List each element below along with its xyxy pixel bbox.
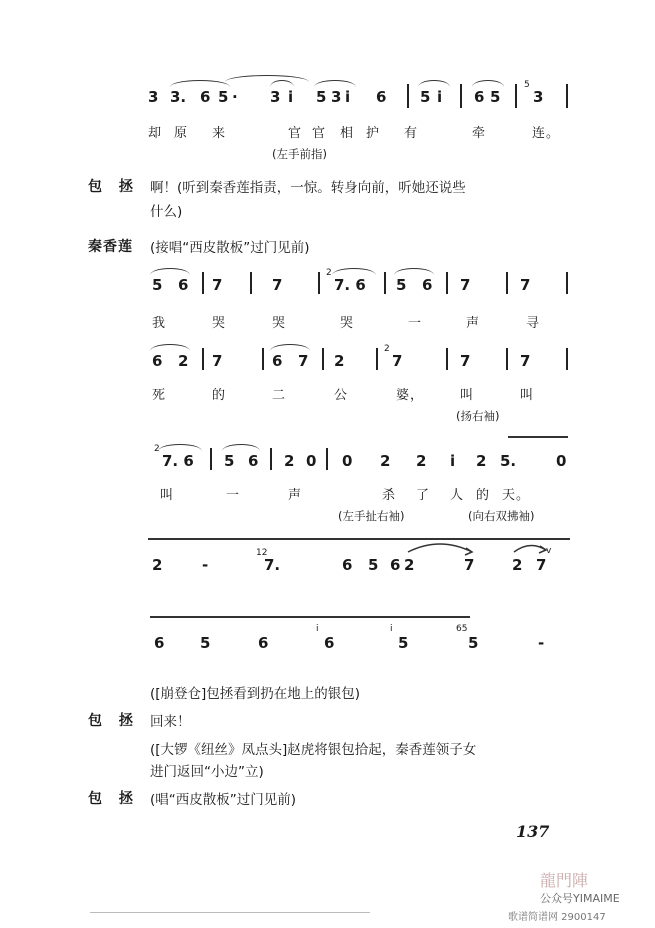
lyric: 的: [476, 488, 491, 503]
note: i: [288, 88, 294, 106]
dialogue-text: (唱“西皮散板”过门见前): [150, 792, 297, 808]
watermark-brand: 龍門陣: [540, 871, 589, 890]
dialogue-text: (接唱“西皮散板”过门见前): [150, 240, 310, 256]
note: 5: [200, 634, 211, 652]
lyric: 却: [148, 126, 163, 141]
note: 5: [218, 88, 229, 106]
lyric: 连。: [532, 126, 561, 141]
lyric: 原: [174, 126, 189, 141]
lyric: 来: [212, 126, 227, 141]
stage-direction: (左手前指): [272, 147, 327, 161]
note: i: [345, 88, 351, 106]
note: 7. 6: [162, 452, 194, 470]
stage-direction: ([大锣《纽丝》凤点头]赵虎将银包拾起，秦香莲领子女: [150, 742, 477, 758]
note: 7: [536, 556, 547, 574]
lyric: 哭: [340, 316, 355, 331]
note: 6: [200, 88, 211, 106]
note: 6: [248, 452, 259, 470]
note: 7.: [264, 556, 281, 574]
role-name: 包 拯: [88, 791, 139, 807]
note: 6: [178, 276, 189, 294]
note: 5: [368, 556, 379, 574]
note: 7: [464, 556, 475, 574]
role-name: 秦香莲: [88, 239, 133, 255]
note: 2: [284, 452, 295, 470]
note: 5: [420, 88, 431, 106]
grace-note: i: [390, 624, 393, 634]
stage-direction: ([崩登仓]包拯看到扔在地上的银包): [150, 686, 361, 702]
note: 6: [390, 556, 401, 574]
note: 5: [224, 452, 235, 470]
note: 2: [416, 452, 427, 470]
note: 6: [422, 276, 433, 294]
note: 3: [331, 88, 342, 106]
lyric: 天。: [502, 488, 531, 503]
note: 7: [460, 276, 471, 294]
note: 5: [398, 634, 409, 652]
grace-note: 2: [384, 344, 390, 354]
breath-mark: v: [546, 546, 552, 556]
note: 3: [148, 88, 159, 106]
note: 2: [476, 452, 487, 470]
lyric: 人: [450, 488, 465, 503]
note: 0: [306, 452, 317, 470]
note: 7: [460, 352, 471, 370]
lyric: 婆，: [396, 388, 425, 403]
note: 0: [556, 452, 567, 470]
lyric: 死: [152, 388, 167, 403]
stage-direction: (扬右袖): [456, 409, 500, 423]
dialogue-text: 回来！: [150, 714, 191, 730]
note: 7: [212, 352, 223, 370]
note: 3: [533, 88, 544, 106]
grace-note: 2: [326, 268, 332, 278]
note: 0: [342, 452, 353, 470]
note: 6: [474, 88, 485, 106]
note: 6: [272, 352, 283, 370]
lyric: 声: [288, 488, 303, 503]
dialogue-text: 什么): [150, 204, 183, 220]
note: 2: [380, 452, 391, 470]
grace-note: 65: [456, 624, 468, 634]
lyric: 叫: [460, 388, 475, 403]
grace-note: i: [316, 624, 319, 634]
lyric: 官: [288, 126, 303, 141]
note-dot: ·: [232, 88, 238, 106]
lyric: 有: [404, 126, 419, 141]
grace-note: 2: [154, 444, 160, 454]
note: 6: [376, 88, 387, 106]
role-name: 包 拯: [88, 179, 139, 195]
lyric: 哭: [212, 316, 227, 331]
note: 7. 6: [334, 276, 366, 294]
lyric: 我: [152, 316, 167, 331]
lyric: 二: [272, 388, 287, 403]
footer-rule: [90, 912, 370, 913]
note: 2: [404, 556, 415, 574]
note: 6: [152, 352, 163, 370]
note: 2: [152, 556, 163, 574]
note: 2: [512, 556, 523, 574]
lyric: 护: [366, 126, 381, 141]
tie-line: [150, 616, 470, 618]
note: 5: [490, 88, 501, 106]
note: 7: [272, 276, 283, 294]
note: i: [450, 452, 456, 470]
note: 5: [468, 634, 479, 652]
note: 2: [334, 352, 345, 370]
note: 6: [342, 556, 353, 574]
note: i: [437, 88, 443, 106]
lyric: 哭: [272, 316, 287, 331]
watermark-account: 公众号YIMAIME: [540, 892, 620, 905]
lyric: 一: [408, 316, 423, 331]
note: 6: [154, 634, 165, 652]
lyric: 了: [416, 488, 431, 503]
lyric: 声: [466, 316, 481, 331]
note: 3.: [170, 88, 187, 106]
role-name: 包 拯: [88, 713, 139, 729]
note: 7: [520, 276, 531, 294]
lyric: 叫: [520, 388, 535, 403]
rest-dash: -: [538, 634, 545, 652]
note: 5: [396, 276, 407, 294]
note: 6: [258, 634, 269, 652]
lyric: 牵: [472, 126, 487, 141]
note: 5.: [500, 452, 517, 470]
note: 7: [212, 276, 223, 294]
note: 2: [178, 352, 189, 370]
lyric: 寻: [526, 316, 541, 331]
note: 5: [152, 276, 163, 294]
lyric: 相: [340, 126, 355, 141]
watermark-footer: 歌谱简谱网 2900147: [508, 912, 606, 923]
grace-note: 5: [524, 80, 530, 90]
note: 7: [392, 352, 403, 370]
note: 7: [298, 352, 309, 370]
note: 6: [324, 634, 335, 652]
grace-note: 12: [256, 548, 268, 558]
stage-direction: (左手扯右袖): [338, 509, 405, 523]
page-number: 137: [516, 822, 550, 841]
note: 7: [520, 352, 531, 370]
stage-direction: 进门返回“小边”立): [150, 764, 264, 780]
lyric: 的: [212, 388, 227, 403]
note: 3: [270, 88, 281, 106]
lyric: 叫: [160, 488, 175, 503]
lyric: 官: [312, 126, 327, 141]
lyric: 一: [226, 488, 241, 503]
note: 5: [316, 88, 327, 106]
lyric: 杀: [382, 488, 397, 503]
dialogue-text: 啊！(听到秦香莲指责，一惊。转身向前，听她还说些: [150, 180, 466, 196]
stage-direction: (向右双拂袖): [468, 509, 535, 523]
rest-dash: -: [202, 556, 209, 574]
lyric: 公: [334, 388, 349, 403]
